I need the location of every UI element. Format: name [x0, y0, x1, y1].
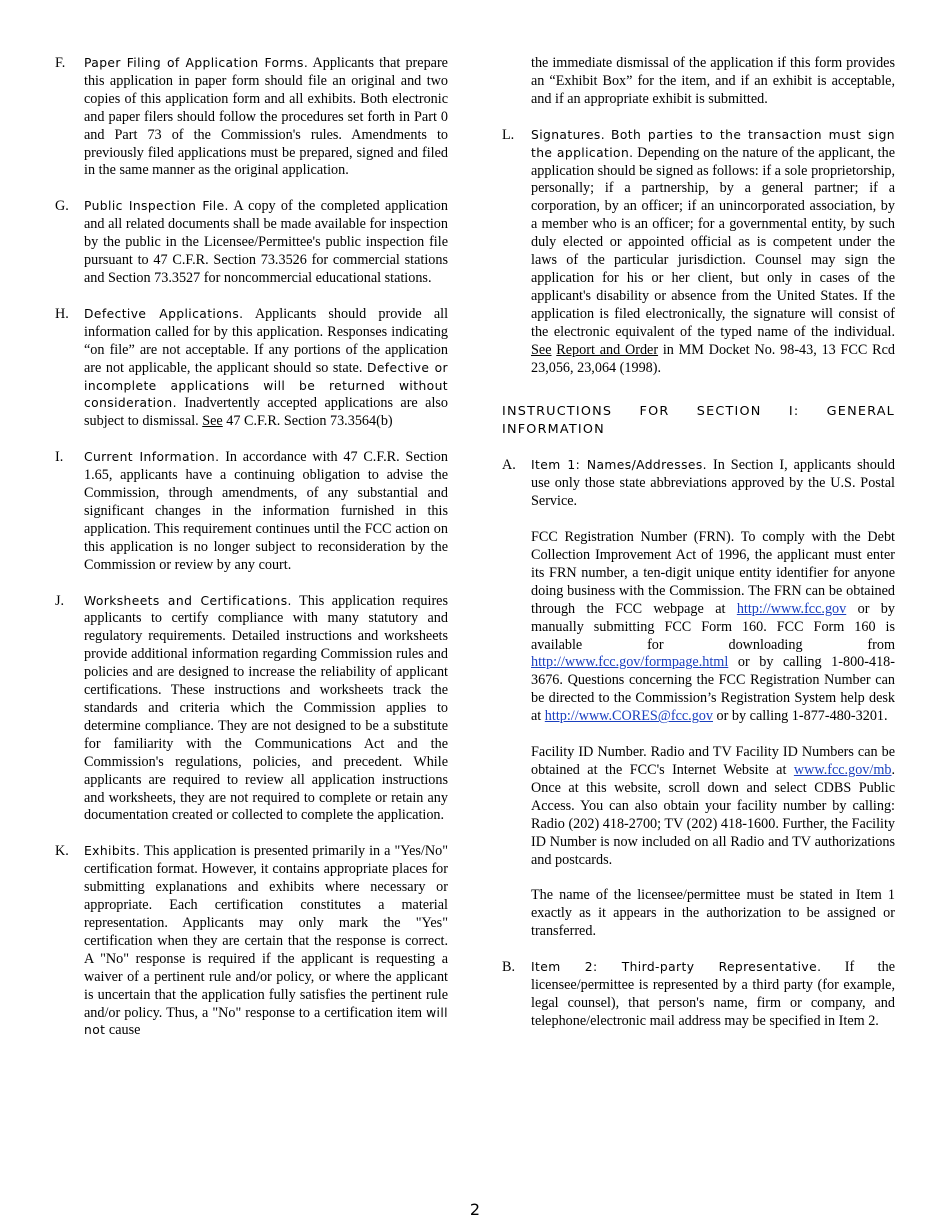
left-column [55, 55, 448, 1058]
section-b [502, 959, 895, 1031]
item-body [84, 593, 448, 826]
item-body [84, 843, 448, 1040]
item-heading: Public Inspection File. [84, 199, 229, 214]
see-reference: See [531, 341, 552, 358]
item-text: cause [108, 1022, 141, 1039]
item-body [84, 55, 448, 180]
item-body [84, 449, 448, 574]
item-heading: Exhibits. [84, 844, 141, 859]
item-text: 47 C.F.R. Section 73.3564(b) [226, 413, 393, 430]
item-text: A copy of the completed application and all related documents shall be made available for inspection by the public in the Licensee/Permittee's public inspection file pursuant to 47 C.F.R. Section 73.3526 for commercial stations and Section 73.3527 for noncommercial educational stations. [84, 198, 448, 286]
item-emphasis: Defective or incomplete applications will be returned without consideration. [84, 360, 449, 411]
frn-text: FCC Registration Number (FRN). To comply with the Debt Collection Improvement Act of 1996, the applicant must enter its FRN number, a ten-digit unique entity identifier for anyone doing business with the Commission. The FRN can be obtained through the FCC webpage at [531, 529, 895, 617]
section-l [502, 127, 895, 378]
item-letter: G. [55, 198, 69, 215]
frn-paragraph [531, 529, 895, 726]
item-text: In Section I, applicants should use only those state abbreviations approved by the U.S. Postal Service. [531, 457, 895, 510]
right-column [502, 55, 895, 1049]
item-heading: Current Information. [84, 450, 220, 465]
item-letter: F. [55, 55, 66, 71]
item-body [531, 127, 895, 378]
see-reference: See [202, 413, 223, 430]
form-page-link[interactable]: http://www.fcc.gov/formpage.html [531, 654, 729, 671]
section-h [55, 306, 448, 431]
fcc-mb-link[interactable]: www.fcc.gov/mb [793, 762, 892, 778]
item-letter: K. [55, 843, 69, 860]
facility-id-text: Facility ID Number. Radio and TV Facility ID Numbers can be obtained at the FCC's Internet Website at [531, 744, 895, 778]
facility-id-text: . Once at this website, scroll down and select CDBS Public Access. You can also obtain your facility number by calling: Radio (202) 418-2700; TV (202) 418-1600. Further, the Facility ID Number is now included on all Radio and TV authorizations and postcards. [531, 762, 896, 868]
section-g [55, 198, 448, 288]
item-letter: I. [55, 449, 64, 466]
item-text: in MM Docket No. 98-43, 13 FCC Rcd 23,056, 23,064 (1998). [531, 341, 896, 376]
page-number: 2 [469, 1200, 481, 1219]
facility-id-paragraph [531, 744, 895, 869]
item-heading: Paper Filing of Application Forms. [84, 56, 309, 70]
item-text: In accordance with 47 C.F.R. Section 1.65, applicants have a continuing obligation to advise the Commission, through amendments, of any substantial and significant changes in the information furnished in this application. This requirement continues until the FCC action on this application is no longer subject to reconsideration by the Commission or review by any court. [84, 449, 448, 573]
item-letter: H. [55, 305, 69, 322]
section-j [55, 593, 448, 826]
section-f [55, 55, 448, 180]
section-k [55, 843, 448, 1040]
item-text: If the licensee/permittee is represented by a third party (for example, legal counsel), that person's name, firm or company, and telephone/electronic mail address may be specified in Item 2. [531, 959, 895, 1029]
item-text: This application requires applicants to certify compliance with many statutory and regulatory requirements. Detailed instructions and worksheets provide additional information regarding Commission rules and policies and are designed to increase the reliability of applicant certifications. These instructions and worksheets track the standards and criteria which the Commission applies to determine compliance. They are not designed to be a substitute for familiarity with the Communications Act and the Commission's regulations, policies, and precedent. While applicants are required to review all application instructions and worksheets, they are not required to complete or retain any documentation created or collected to complete the application. [84, 592, 448, 824]
item-body [531, 959, 895, 1031]
item-heading: Worksheets and Certifications. [84, 593, 292, 608]
item-letter: B. [502, 959, 516, 976]
item-text: Applicants that prepare this application in paper form should file an original and two copies of this application form and all exhibits. Both electronic and paper filers should follow the procedures set forth in Part 0 and Part 73 of the Commission's rules. Amendments to previously filed applications must be prepared, signed and filed in the same manner as the original application. [84, 55, 448, 179]
frn-text: or by calling 1-877-480-3201. [716, 708, 888, 725]
item-paragraph [531, 457, 895, 511]
item-letter: L. [502, 126, 515, 143]
item-heading: Item 1: Names/Addresses. [531, 458, 707, 473]
cores-help-link[interactable]: http://www.CORES@fcc.gov [544, 708, 713, 725]
item-heading: Signatures. [531, 127, 606, 142]
item-text: This application is presented primarily in a "Yes/No" certification format. However, it contains appropriate places for submitting explanations and exhibits where necessary or appropriate. Each certification constitutes a material representation. Applicants may only mark the "Yes" certification when they are certain that the response is correct. A "No" response is required if the applicant is requesting a waiver of a pertinent rule and/or policy, or where the applicant is uncertain that the application fully satisfies the pertinent rule and/or policy. Thus, a "No" response to a certification item [84, 843, 449, 1021]
item-body [531, 457, 895, 941]
item-body [84, 198, 448, 288]
item-text: Depending on the nature of the applicant, the application should be signed as follows: if a sole proprietorship, personally; if a partnership, by a general partner; if a corporation, by an officer; if an unincorporated association, by a member who is an officer; for a governmental entity, by such duly elected or appointed official as is competent under the laws of the particular jurisdiction. Counsel may sign the application for his or her client, but only in cases of the applicant's disability or absence from the United States. If the application is filed electronically, the signature will consist of the electronic equivalent of the typed name of the individual. [531, 144, 896, 340]
item-emphasis: Both parties to the transaction must sign the application. [531, 127, 895, 160]
item-text: Applicants should provide all information called for by this application. Responses indicating “on file” are not acceptable. If any portions of the application are not applicable, the applicant should so state. [84, 305, 449, 376]
item-emphasis: will not [84, 1005, 448, 1038]
section-a [502, 457, 895, 941]
licensee-name-paragraph: The name of the licensee/permittee must be stated in Item 1 exactly as it appears in the authorization to be assigned or transferred. [531, 887, 895, 940]
item-heading: Item 2: Third-party Representative. [531, 960, 822, 975]
item-letter: J. [55, 592, 65, 609]
item-text: Inadvertently accepted applications are also subject to dismissal. [84, 395, 448, 430]
section-heading: INSTRUCTIONS FOR SECTION I: GENERAL INFORMATION [502, 404, 895, 438]
section-k-continued: the immediate dismissal of the application if this form provides an “Exhibit Box” for the item, and if an exhibit is acceptable, and if an appropriate exhibit is submitted. [531, 55, 895, 107]
item-letter: A. [502, 457, 516, 474]
report-and-order-reference: Report and Order [556, 341, 659, 358]
fcc-website-link[interactable]: http://www.fcc.gov [736, 600, 847, 617]
frn-text: or by manually submitting FCC Form 160. FCC Form 160 is available for downloading from [531, 600, 895, 653]
section-i [55, 449, 448, 574]
item-body [84, 306, 448, 431]
item-heading: Defective Applications. [84, 306, 244, 321]
frn-text: or by calling 1-800-418-3676. Questions concerning the FCC Registration Number can be directed to the Commission’s Registration System help desk at [531, 654, 896, 725]
